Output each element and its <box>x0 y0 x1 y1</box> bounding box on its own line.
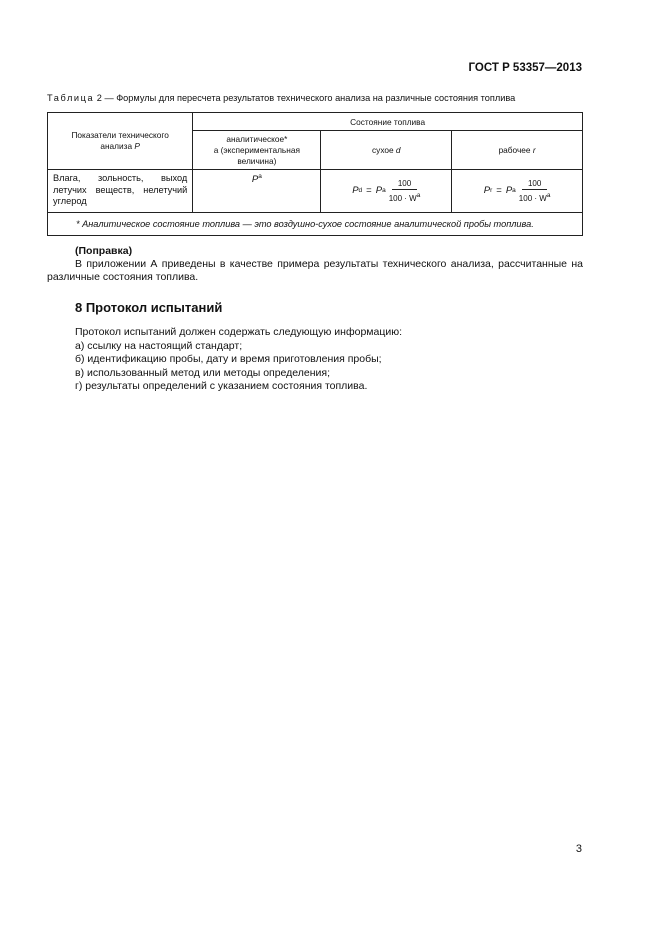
row-indicator-label: Влага, зольность, выход летучих веществ, нелетучий углерод <box>53 173 188 206</box>
section-heading: 8 Протокол испытаний <box>75 300 223 315</box>
working-fraction: $\frac{100}{100 \cdot W^a}$ <box>518 178 551 203</box>
header-indicator-label: Показатели технического анализа P <box>71 130 169 151</box>
cell-dry-formula <box>321 170 452 213</box>
formula-table <box>47 112 583 236</box>
correction-title: (Поправка) <box>75 245 133 257</box>
header-indicator <box>48 113 193 170</box>
list-item: в) использованный метод или методы определения; <box>75 366 331 379</box>
table-caption-text: 2 — Формулы для пересчета результатов технического анализа на различные состояния топлива <box>94 93 516 103</box>
header-fuel-state: Состояние топлива <box>193 113 583 131</box>
working-formula: P r = P a $\frac{100}{100 \cdot W^a}$ <box>483 178 551 203</box>
table-footnote: * Аналитическое состояние топлива — это воздушно-сухое состояние аналитической пробы топлива. <box>48 212 583 235</box>
header-dry-label: сухое d <box>372 144 401 155</box>
header-working <box>452 131 583 170</box>
header-dry <box>321 131 452 170</box>
document-code: ГОСТ Р 53357—2013 <box>468 62 582 74</box>
page-number: 3 <box>575 843 582 855</box>
cell-analytic-value: $P^a$ <box>193 170 321 213</box>
header-analytic <box>193 131 321 170</box>
header-working-label: рабочее r <box>498 144 536 155</box>
table-caption <box>47 93 515 103</box>
table-caption-word: Таблица <box>47 93 95 103</box>
list-intro: Протокол испытаний должен содержать следующую информацию: <box>75 326 403 338</box>
header-analytic-label: аналитическое* a (экспериментальная величина) <box>213 133 300 166</box>
dry-formula: P d = P a $\frac{100}{100 \cdot W^a}$ <box>352 178 421 203</box>
list-item: г) результаты определений с указанием состояния топлива. <box>75 380 368 393</box>
requirements-list <box>75 326 402 394</box>
list-item: б) идентификацию пробы, дату и время приготовления пробы; <box>75 353 382 366</box>
correction-text: В приложении А приведены в качестве примера результаты технического анализа, рассчитанные на различные состояния топлива. <box>47 258 583 284</box>
row-indicator <box>48 170 193 213</box>
list-item: а) ссылку на настоящий стандарт; <box>75 339 243 352</box>
cell-working-formula <box>452 170 583 213</box>
dry-fraction: $\frac{100}{100 \cdot W^a}$ <box>388 178 421 203</box>
